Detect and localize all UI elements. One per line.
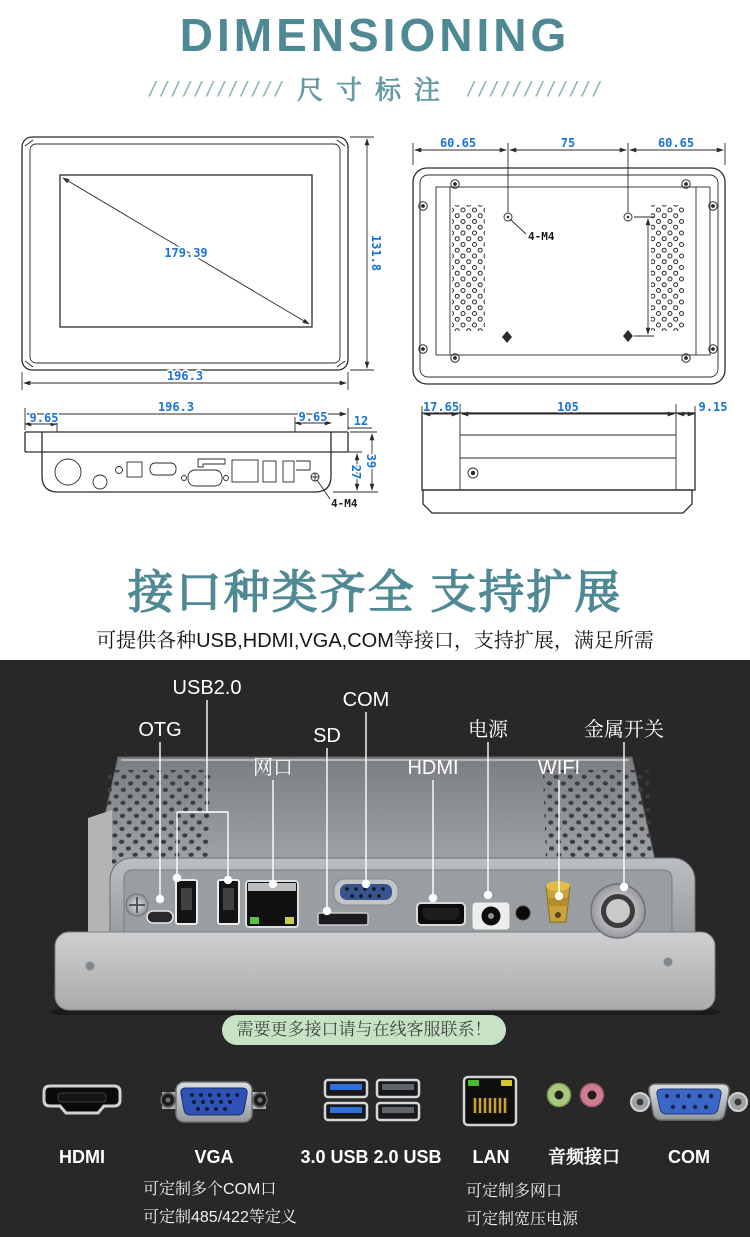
usb20-icon (377, 1080, 419, 1120)
usb-port-1 (176, 880, 197, 924)
bezel-screw-left (86, 962, 95, 971)
note-power-custom: 可定制宽压电源 (466, 1211, 579, 1228)
dim-side-ear: 12 (353, 414, 369, 428)
rear-panel-photo (0, 660, 750, 1015)
dim-side-left: 9.65 (29, 411, 59, 425)
hdmi-icon (44, 1086, 120, 1113)
icon-label-hdmi: HDMI (59, 1147, 105, 1167)
note-com-custom: 可定制多个COM口 (143, 1181, 277, 1198)
otg-port (147, 911, 173, 923)
power-jack (472, 902, 510, 930)
rear-port-label-lan: 网口 (253, 757, 293, 779)
wifi-antenna-connector (546, 881, 570, 922)
side-view-ports (55, 459, 319, 489)
audio-jacks-icon (548, 1084, 604, 1107)
dim-side-total: 39 (364, 453, 378, 469)
com-icon (631, 1084, 747, 1120)
side-screw-label: 4-M4 (331, 497, 358, 510)
features-title: 接口种类齐全 支持扩展 (127, 566, 623, 618)
icon-label-lan: LAN (472, 1147, 510, 1167)
icon-label-usb: 3.0 USB 2.0 USB (300, 1147, 442, 1167)
rear-port-label-wifi: WIFI (537, 757, 581, 779)
vesa-holes (502, 213, 633, 343)
note-lan-custom: 可定制多网口 (466, 1183, 563, 1200)
front-bezel (55, 932, 715, 1010)
side-view-drawing (25, 400, 378, 510)
dim-side-body: 27 (349, 464, 363, 480)
hdmi-port (417, 903, 465, 925)
vent-grid-right (651, 205, 684, 331)
icon-label-com: COM (668, 1147, 710, 1167)
dim-side-right: 9.65 (298, 410, 328, 424)
page-title: DIMENSIONING (179, 9, 571, 61)
rear-port-label-sd: SD (313, 725, 341, 747)
dim-side-width: 196.3 (157, 400, 195, 414)
rear-port-label-usb20: USB2.0 (172, 677, 242, 699)
back-screw-label: 4-M4 (528, 230, 555, 243)
page-subtitle: 尺寸标注 (296, 75, 453, 105)
contact-notice-badge: 需要更多接口请与在线客服联系！ (222, 1015, 506, 1045)
lan-icon (464, 1077, 516, 1125)
dim-profile-right: 9.15 (698, 400, 728, 414)
icon-label-vga: VGA (194, 1147, 234, 1167)
icon-label-audio: 音频接口 (548, 1147, 620, 1167)
port-icon-row (0, 1060, 750, 1237)
vent-grid-left (452, 205, 485, 331)
back-view-drawing (413, 136, 725, 384)
dim-back-center: 75 (560, 136, 576, 150)
slash-decoration-right: //////////// (465, 77, 603, 100)
rear-port-label-power: 电源 (468, 719, 508, 741)
reset-hole (516, 906, 530, 920)
page-subtitle-row (0, 70, 750, 107)
dimension-drawings (0, 115, 750, 545)
dim-profile-center: 105 (557, 400, 579, 414)
rear-port-label-hdmi: HDMI (407, 757, 459, 779)
usb30-icon (325, 1080, 367, 1120)
front-view-drawing (22, 137, 383, 390)
metal-switch (591, 884, 645, 938)
rear-port-label-switch: 金属开关 (584, 719, 664, 741)
vga-icon (161, 1082, 267, 1122)
note-485-custom: 可定制485/422等定义 (143, 1209, 297, 1226)
profile-view-drawing (422, 400, 727, 513)
usb-port-2 (218, 880, 239, 924)
dim-front-width: 196.3 (166, 369, 204, 383)
slash-decoration-left: //////////// (147, 77, 285, 100)
dim-front-height: 131.8 (369, 234, 383, 272)
rear-port-label-otg: OTG (138, 719, 182, 741)
dim-profile-left: 17.65 (422, 400, 460, 414)
rear-port-label-com: COM (342, 689, 390, 711)
bezel-screw-right (664, 958, 673, 967)
dim-back-left: 60.65 (439, 136, 477, 150)
dim-back-right: 60.65 (657, 136, 695, 150)
features-subtitle: 可提供各种USB,HDMI,VGA,COM等接口，支持扩展，满足所需 (96, 630, 654, 652)
dim-front-diagonal: 179.39 (164, 246, 208, 260)
device-left-edge (88, 810, 112, 950)
